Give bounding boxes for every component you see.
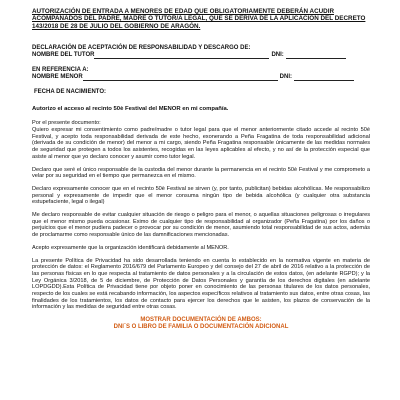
paragraph-intro: Por el presente documento: bbox=[32, 120, 101, 127]
paragraph-consent: Quiero expresar mi consentimiento como padre/madre o tutor legal para que el menor anteriormente citado accede al recinto 50é Festival, y acepto toda responsabilidad derivada de este hecho, exonerando a Peña Fragatina de toda responsabilidad adicional (derivada de su condición de menor) del menor a mi cargo, siendo Peña Fragatina responsable únicamente de las medidas normales de seguridad que protegen a todos los asistentes, recogidas en las leyes aplicables al efecto, y no así de la protección especial que asiste al menor que yo declaro conocer y asumir como tutor legal. bbox=[32, 127, 370, 160]
tutor-label: NOMBRE DEL TUTOR bbox=[32, 51, 95, 58]
paragraph-privacy: La presente Política de Privacidad ha sido desarrollada teniendo en cuenta lo establecido en la normativa vigente en materia de protección de datos: el Reglamento 2016/679 del Parlamento Europeo y del consejo del 27 de abril de 2016 relativo a la protección de las personas físicas en lo que respecta al tratamiento de datos personales y a la circulación de estos datos, (en adelante RGPD); y la Ley Orgánica 3/2018, de 5 de diciembre, de Protección de Datos Personales y garantía de los derechos digitales (en adelante LOPDGDD).Esta Política de Privacidad tiene por objeto poner en conocimiento de las personas titulares de los datos personales, respecto de los cuales se está recabando información, los aspectos específicos relativos al tratamiento sus datos, entre otras cosas, las finalidades de los tratamientos, los datos de contacto para ejercer los derechos que le asisten, los plazos de conservación de la información y las medidas de seguridad entre otras cosas. bbox=[32, 257, 370, 311]
menor-label: NOMBRE MENOR bbox=[32, 73, 83, 80]
tutor-name-field[interactable] bbox=[94, 53, 269, 59]
menor-dni-label: DNI: bbox=[279, 73, 293, 80]
tutor-dni-field[interactable] bbox=[286, 53, 346, 59]
paragraph-risk: Me declaro responsable de evitar cualquier situación de riesgo o peligro para el menor, o aquellas situaciones peligrosas o irregulares que el menor mismo pueda ocasionar. Eximo de cualquier tipo de responsabilidad al organizador (Peña Fragatina) por los daños o perjuicios que el menor pudiera padecer o provocar por su condición de menor, asumiendo total responsabilidad de sus actos, además de proclamarme como responsable único de las damnificaciones mencionadas. bbox=[32, 212, 370, 239]
menor-name-field[interactable] bbox=[83, 75, 278, 81]
documentation-notice-line2: DNI´S O LIBRO DE FAMILIA O DOCUMENTACIÓN ADICIONAL bbox=[113, 324, 289, 331]
paragraph-identification: Acepto expresamente que la organización identificará debidamente al MENOR. bbox=[32, 244, 229, 251]
form-header: AUTORIZACIÓN DE ENTRADA A MENORES DE EDAD QUE OBLIGATORIAMENTE DEBERÁN ACUDIR ACOMPAÑADOS DEL PADRE, MADRE O TUTOR/A LEGAL, QUE SE DERIVA DE LA APLICACIÓN DEL DECRETO 143/2018 DE 28 DE JULIO DEL GOBIERNO DE ARAGÓN. bbox=[32, 8, 366, 30]
paragraph-alcohol: Declaro expresamente conocer que en el recinto 50è Festival se sirven (y, por tanto, publicitan) bebidas alcohólicas. Me responsabilizo personal y expresamente de impedir que el menor consuma ningún tipo de bebida alcohólica (y cualquier otra substancia estupefaciente, legal o ilegal) bbox=[32, 185, 370, 206]
tutor-dni-label: DNI: bbox=[271, 51, 284, 58]
authorization-statement: Autorizo el acceso al recinto 50è Festival del MENOR en mi compañía. bbox=[32, 105, 229, 112]
referencia-label: EN REFERENCIA A: bbox=[32, 66, 89, 73]
documentation-notice-line1: MOSTRAR DOCUMENTACIÓN DE AMBOS: bbox=[140, 317, 262, 324]
menor-row bbox=[32, 74, 370, 81]
menor-dni-field[interactable] bbox=[294, 75, 354, 81]
documentation-notice bbox=[32, 317, 370, 331]
declaration-title: DECLARACIÓN DE ACEPTACIÓN DE RESPONSABILIDAD Y DESCARGO DE: bbox=[32, 44, 251, 51]
fecha-nacimiento-label: FECHA DE NACIMIENTO: bbox=[34, 88, 106, 95]
tutor-row bbox=[32, 52, 370, 59]
paragraph-custody: Declaro que seré el único responsable de la custodia del menor durante la permanencia en el recinto 50è Festival y me comprometo a velar por su seguridad en el tiempo que permanezca en el mismo. bbox=[32, 166, 370, 180]
